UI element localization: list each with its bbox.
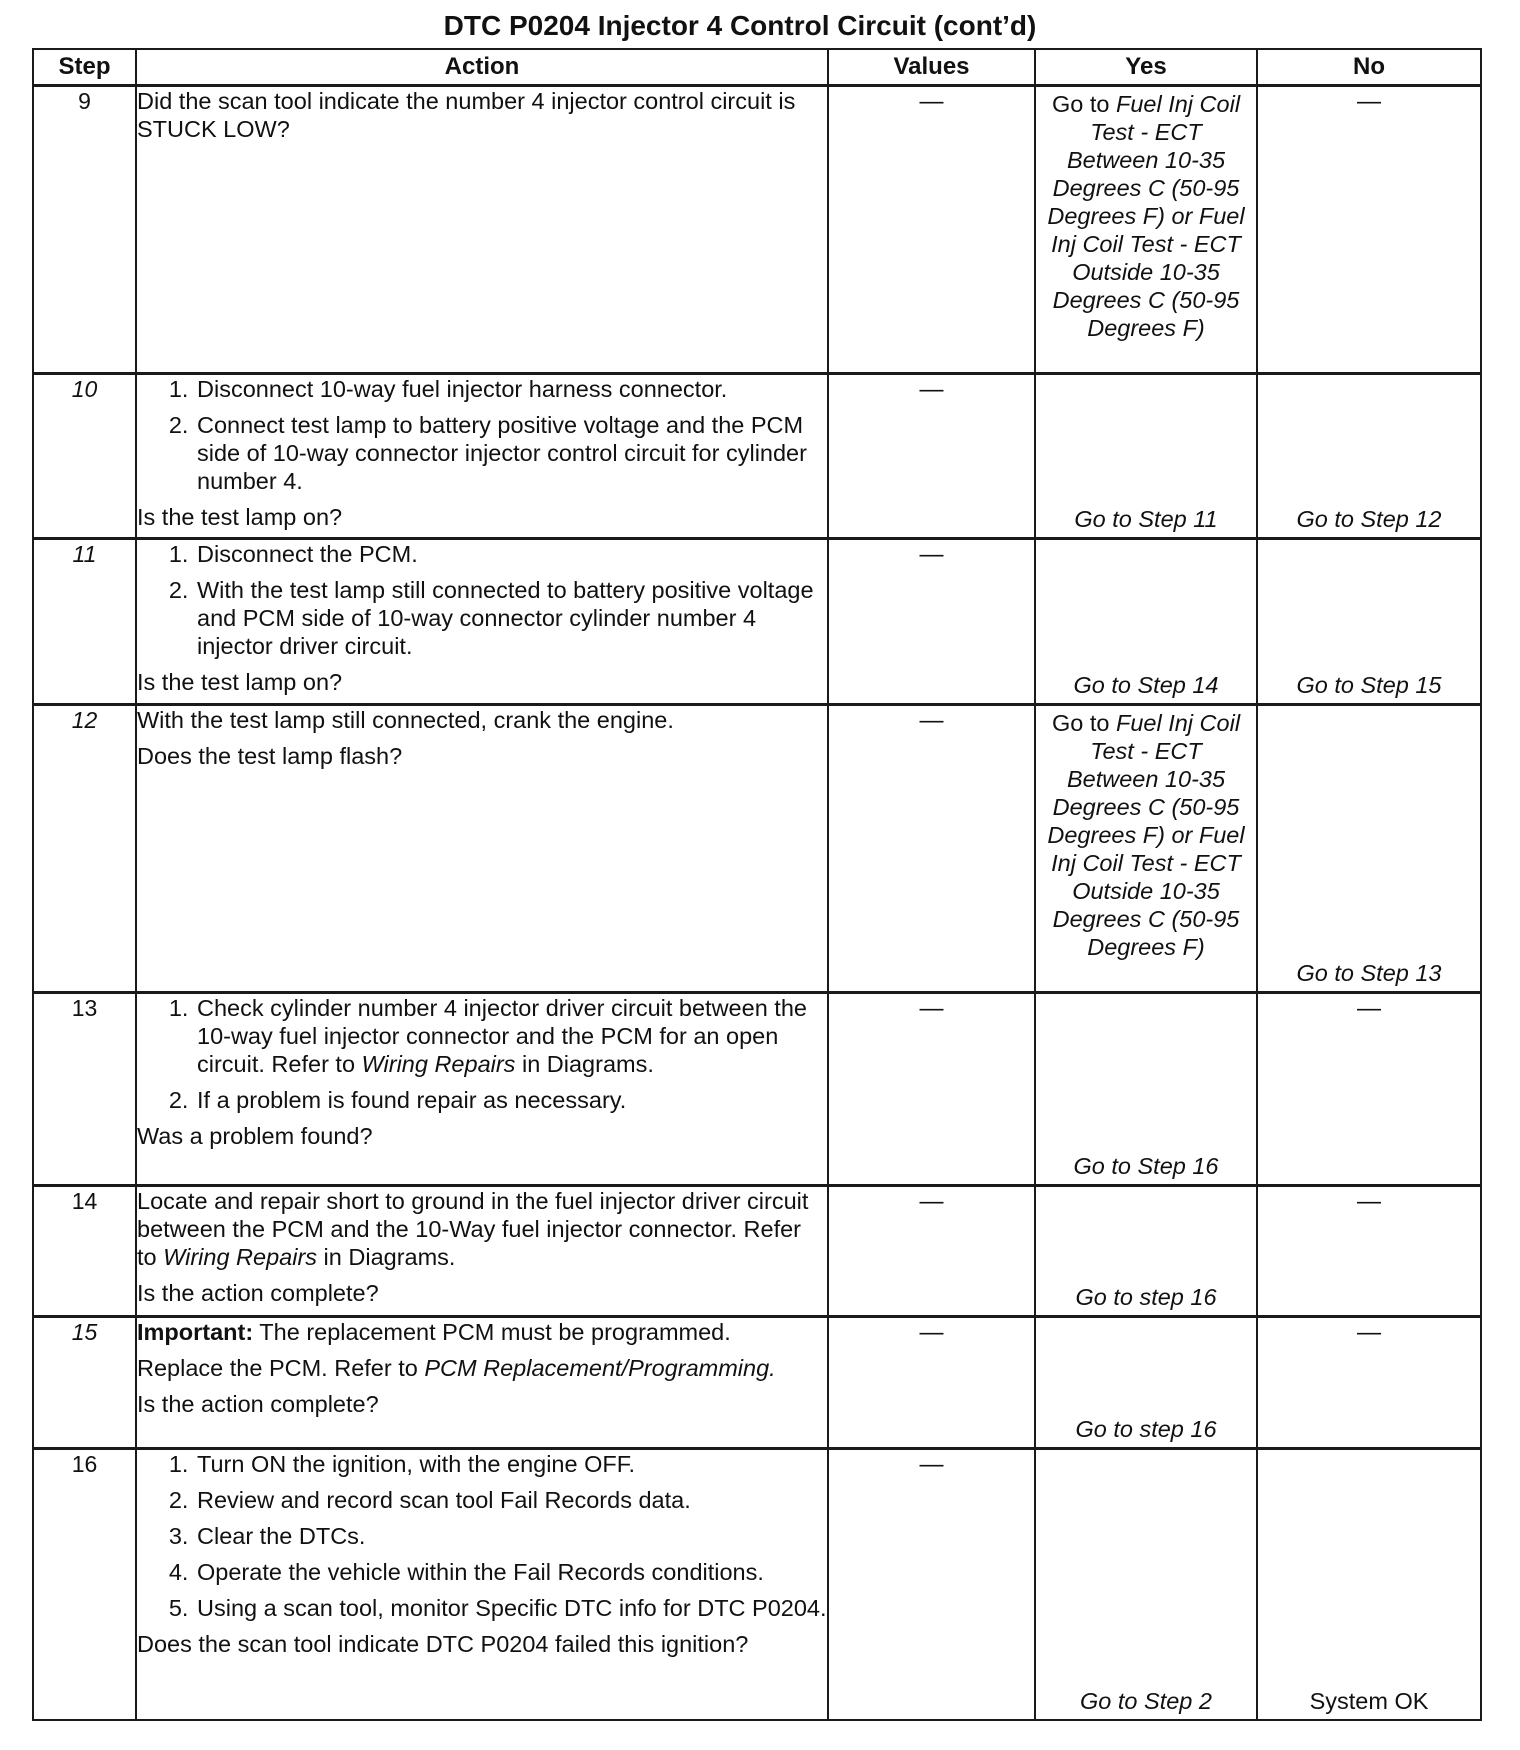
no-cell [1257, 993, 1481, 1186]
action-cell [136, 374, 828, 539]
step-cell [33, 374, 136, 539]
step-cell [33, 1186, 136, 1317]
action-question: Is the test lamp on? [137, 504, 343, 530]
action-item: 2. Review and record scan tool Fail Records data. [195, 1486, 827, 1514]
important-note [137, 1318, 827, 1346]
table-row [33, 1449, 1481, 1720]
step-cell [33, 705, 136, 993]
action-text [137, 1187, 827, 1271]
step-cell [33, 1449, 136, 1720]
action-item: 4. Operate the vehicle within the Fail Records conditions. [195, 1558, 827, 1586]
step-cell [33, 86, 136, 374]
value-dash: — [919, 707, 944, 734]
action-question: Is the action complete? [137, 1280, 379, 1306]
wiring-repairs-link[interactable]: Wiring Repairs [163, 1244, 318, 1270]
values-cell [828, 1317, 1035, 1449]
yes-link[interactable]: Go to step 16 [1075, 1416, 1217, 1442]
values-cell [828, 539, 1035, 705]
action-item: 2. With the test lamp still connected to battery positive voltage and PCM side of 10-way connector cylinder number 4 injector driver circuit. [195, 576, 827, 660]
yes-prefix: Go to [1051, 91, 1116, 117]
step-cell [33, 1317, 136, 1449]
action-cell [136, 1186, 828, 1317]
value-dash: — [919, 995, 944, 1022]
yes-cell [1035, 705, 1257, 993]
action-list [137, 540, 827, 668]
action-question: Does the test lamp flash? [137, 743, 403, 769]
action-item: 2. Connect test lamp to battery positive voltage and the PCM side of 10-way connector injector control circuit for cylinder number 4. [195, 411, 827, 495]
important-text: The replacement PCM must be programmed. [253, 1319, 731, 1345]
action-text-part: Replace the PCM. Refer to [137, 1355, 425, 1381]
action-cell [136, 1317, 828, 1449]
values-cell [828, 993, 1035, 1186]
yes-cell [1035, 993, 1257, 1186]
step-number: 15 [71, 1319, 98, 1345]
pcm-replacement-link[interactable]: PCM Replacement/Programming. [424, 1355, 776, 1381]
no-cell [1257, 1449, 1481, 1720]
wiring-repairs-link[interactable]: Wiring Repairs [361, 1051, 516, 1077]
action-cell [136, 705, 828, 993]
no-dash: — [1357, 88, 1381, 115]
action-item: 5. Using a scan tool, monitor Specific DTC info for DTC P0204. [195, 1594, 827, 1622]
header-step: Step [33, 49, 136, 86]
no-link[interactable]: Go to Step 12 [1296, 506, 1442, 532]
yes-link[interactable]: Go to step 16 [1075, 1284, 1217, 1310]
table-row [33, 539, 1481, 705]
action-item: 1. Disconnect the PCM. [195, 540, 827, 568]
yes-cell [1035, 1186, 1257, 1317]
no-result: System OK [1309, 1687, 1429, 1714]
action-list [137, 375, 827, 503]
step-number: 14 [71, 1188, 98, 1214]
yes-link[interactable]: Go to Step 14 [1073, 672, 1219, 698]
values-cell [828, 86, 1035, 374]
no-cell [1257, 86, 1481, 374]
important-label: Important: [137, 1319, 254, 1345]
step-number: 13 [71, 995, 98, 1021]
action-item: 2. If a problem is found repair as necessary. [195, 1086, 827, 1114]
step-cell [33, 539, 136, 705]
no-cell [1257, 539, 1481, 705]
yes-cell [1035, 86, 1257, 374]
action-cell [136, 539, 828, 705]
yes-prefix: Go to [1051, 710, 1116, 736]
header-no: No [1257, 49, 1481, 86]
table-row [33, 993, 1481, 1186]
yes-link[interactable]: Go to Step 2 [1080, 1687, 1212, 1714]
action-cell [136, 993, 828, 1186]
header-yes: Yes [1035, 49, 1257, 86]
yes-cell [1035, 374, 1257, 539]
step-number: 16 [71, 1451, 98, 1477]
table-row [33, 86, 1481, 374]
action-cell [136, 1449, 828, 1720]
action-question: Is the action complete? [137, 1391, 379, 1417]
action-item: 3. Clear the DTCs. [195, 1522, 827, 1550]
action-question: Does the scan tool indicate DTC P0204 failed this ignition? [137, 1631, 749, 1657]
header-row [33, 49, 1481, 86]
action-item [195, 994, 827, 1078]
step-cell [33, 993, 136, 1186]
table-row [33, 1186, 1481, 1317]
no-dash: — [1357, 1188, 1381, 1215]
header-action: Action [136, 49, 828, 86]
action-cell [136, 86, 828, 374]
yes-link[interactable]: Fuel Inj Coil Test - ECT Between 10-35 Degrees C (50-95 Degrees F) or Fuel Inj Coil Test - ECT Outside 10-35 Degrees C (50-95 Degrees F) [1047, 710, 1245, 960]
action-text: With the test lamp still connected, crank the engine. [137, 707, 674, 733]
step-number: 11 [72, 541, 97, 567]
table-row [33, 705, 1481, 993]
action-item: 1. Disconnect 10-way fuel injector harness connector. [195, 375, 827, 403]
step-number: 10 [71, 376, 98, 402]
value-dash: — [919, 1451, 944, 1478]
no-dash: — [1357, 995, 1381, 1022]
table-row [33, 374, 1481, 539]
no-cell [1257, 1186, 1481, 1317]
no-cell [1257, 1317, 1481, 1449]
diagnostic-table [32, 48, 1482, 1721]
action-text-part: in Diagrams. [317, 1244, 456, 1270]
yes-link[interactable]: Fuel Inj Coil Test - ECT Between 10-35 Degrees C (50-95 Degrees F) or Fuel Inj Coil Test - ECT Outside 10-35 Degrees C (50-95 Degrees F) [1047, 91, 1245, 341]
step-number: 9 [78, 88, 91, 114]
yes-link[interactable]: Go to Step 11 [1074, 506, 1218, 532]
no-cell [1257, 374, 1481, 539]
action-question: Is the test lamp on? [137, 669, 343, 695]
table-row [33, 1317, 1481, 1449]
values-cell [828, 374, 1035, 539]
action-item-text: in Diagrams. [515, 1051, 654, 1077]
no-cell [1257, 705, 1481, 993]
yes-cell [1035, 539, 1257, 705]
yes-cell [1035, 1317, 1257, 1449]
values-cell [828, 705, 1035, 993]
step-number: 12 [71, 707, 98, 733]
action-text-part: Locate and repair short to ground in the fuel injector driver circuit between the PCM and the 10-Way fuel injector connector. Refer to [137, 1188, 809, 1270]
value-dash: — [919, 88, 944, 115]
yes-cell [1035, 1449, 1257, 1720]
action-text: Did the scan tool indicate the number 4 injector control circuit is STUCK LOW? [137, 88, 796, 142]
value-dash: — [919, 1188, 944, 1215]
action-list [137, 994, 827, 1122]
no-link[interactable]: Go to Step 13 [1296, 960, 1442, 986]
value-dash: — [919, 541, 944, 568]
no-dash: — [1357, 1319, 1381, 1346]
values-cell [828, 1449, 1035, 1720]
no-link[interactable]: Go to Step 15 [1296, 672, 1442, 698]
action-question: Was a problem found? [137, 1123, 373, 1149]
value-dash: — [919, 1319, 944, 1346]
value-dash: — [919, 376, 944, 403]
header-values: Values [828, 49, 1035, 86]
values-cell [828, 1186, 1035, 1317]
action-list [137, 1450, 827, 1630]
page-title: DTC P0204 Injector 4 Control Circuit (cont’d) [443, 10, 1037, 41]
action-text [137, 1354, 827, 1382]
yes-link[interactable]: Go to Step 16 [1073, 1153, 1219, 1179]
action-item: 1. Turn ON the ignition, with the engine OFF. [195, 1450, 827, 1478]
action-item-text: Check cylinder number 4 injector driver circuit between the 10-way fuel injector connector and the PCM for an open circuit. Refer to [197, 995, 807, 1077]
